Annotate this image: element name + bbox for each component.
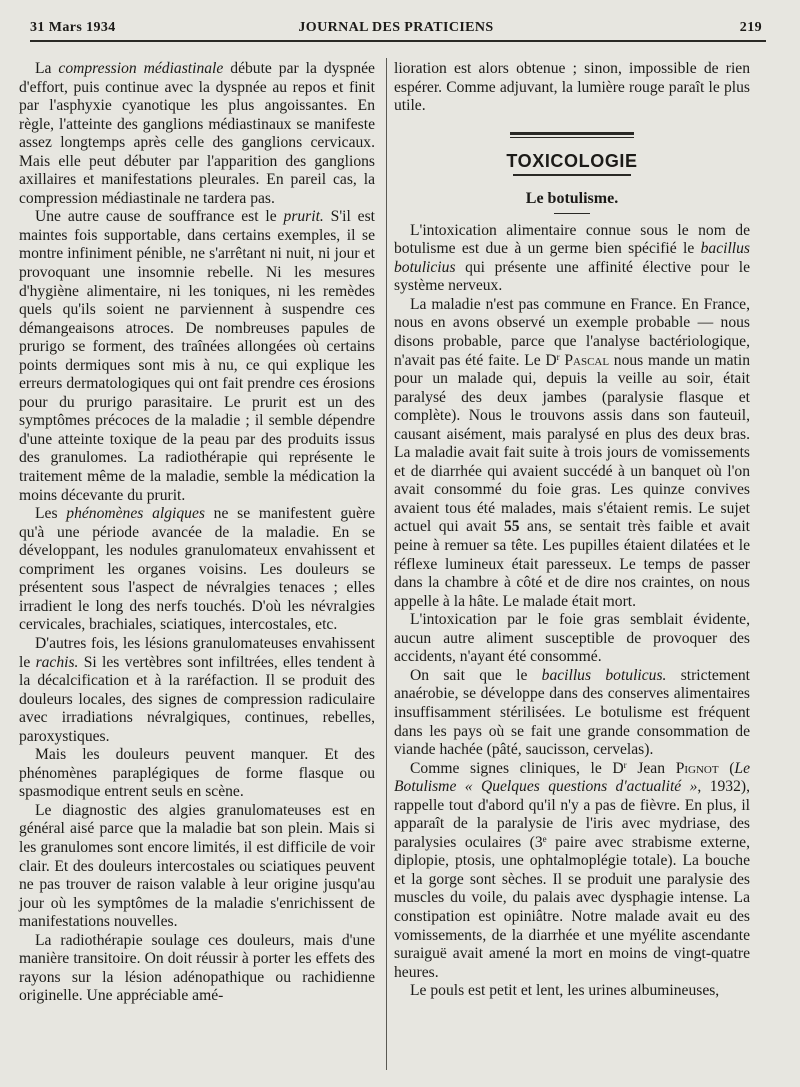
text-run: Le diagnostic des algies granulomateuses est en général aisé parce que la maladie bat son plein. Mais si les granulomes sont encore limités, il est difficile de voir clair. Et des douleurs intercostales ou sciatiques peuvent ne pas trouver de raison valable à leur origine jusqu'au jour où les symptômes de la maladie s'enrichissent de manifestations nouvelles. (19, 801, 375, 931)
text-run: Le pouls est petit et lent, les urines albumineuses, (410, 982, 720, 1000)
text-run: L'intoxication alimentaire connue sous le nom de botulisme est due à un germe bien spécifié le (394, 221, 750, 258)
paragraph (394, 296, 750, 611)
section-title: TOXICOLOGIE (506, 150, 638, 171)
text-run: Une autre cause de souffrance est le (35, 208, 284, 226)
article-title: Le botulisme. (525, 190, 619, 208)
continuation-text: lioration est alors obtenue ; sinon, impossible de rien espérer. Comme adjuvant, la lumière rouge paraît le plus utile. (394, 60, 750, 115)
text-run: La (35, 60, 59, 77)
paragraph (19, 746, 375, 802)
running-header (30, 18, 762, 40)
text-run: ( (718, 759, 735, 777)
paragraph (19, 505, 375, 635)
column-separator (386, 58, 387, 1070)
text-run: qui présente une affinité élective pour le système nerveux. (394, 258, 750, 295)
left-column (19, 60, 375, 1006)
text-run: On sait que le (410, 666, 542, 684)
article-body (394, 222, 750, 1001)
paragraph (19, 802, 375, 932)
paragraph (19, 208, 375, 505)
italic-text: bacillus botulicius (394, 240, 750, 276)
small-caps-name: Pignot (675, 759, 719, 777)
italic-text: compression médiastinale (58, 60, 224, 77)
superscript: e (542, 833, 547, 844)
italic-text: prurit. (283, 208, 324, 226)
small-caps-name: Pascal (564, 351, 610, 369)
paragraph (394, 760, 750, 983)
text-run: paire avec strabisme externe, diplopie, ptosis, une ophtalmoplégie totale). La bouche et la gorge sont sèches. Il se produit une paralysie des muscles du voile, du palais avec dysphagie intense. La constipation est opiniâtre. Notre malade avait eu des vomissements, de la diarrhée et une myélite ascendante suraiguë avait amené la mort en moins de vingt-quatre heures. (394, 833, 750, 981)
header-page-number: 219 (739, 20, 762, 35)
paragraph (19, 635, 375, 746)
header-journal-title: JOURNAL DES PRATICIENS (298, 20, 494, 35)
text-run: L'intoxication par le foie gras semblait évidente, aucun autre aliment susceptible de provoquer des accidents, n'ayant été consommé. (394, 611, 750, 666)
superscript: r (556, 351, 560, 362)
italic-text: phénomènes algiques (66, 505, 205, 523)
text-run: , 1932), rappelle tout d'abord qu'il n'y a pas de fièvre. En plus, il apparaît de la paralysie de l'iris avec mydriase, des paralysies oculaires (3 (394, 778, 750, 851)
text-run: La radiothérapie soulage ces douleurs, mais d'une manière transitoire. On doit réussir à porter les effets des rayons sur la lésion adénopathique ou rachidienne originelle. Une appréciable amé- (19, 931, 375, 1005)
paragraph (19, 60, 375, 208)
text-run: ne se manifestent guère qu'à une période avancée de la maladie. En se développant, les nodules granulomateux envahissent et compriment les organes voisins. Les douleurs se présentent sous l'aspect de névralgies tenaces ; elles irradient le long des nerfs touchés. D'où les névralgies cervicales, brachiales, sciatiques, intercostales, etc. (19, 505, 375, 634)
section-divider-thin (510, 137, 634, 138)
italic-text: bacillus botulicus. (541, 666, 667, 684)
text-run: Jean (626, 759, 676, 777)
section-divider (510, 132, 634, 135)
right-column (394, 60, 750, 1001)
text-run: Si les vertèbres sont infiltrées, elles tendent à la décalcification et à la raréfaction. Il se produit des douleurs locales, des signes de compression radiculaire avec irradiations névralgiques, continues, rebelles, paroxystiques. (19, 653, 376, 745)
text-run: Mais les douleurs peuvent manquer. Et des phénomènes paraplégiques de forme flasque ou spasmodique entrent seuls en scène. (19, 746, 375, 801)
section-title-underline (513, 174, 631, 176)
text-run: nous mande un matin pour un malade qui, depuis la veille au soir, était paralysé des deux jambes (paralysie flasque et complète). Nous le trouvons assis dans son fauteuil, causant aisément, mais paralysé en plus des deux bras. La maladie avait fait suite à trois jours de vomissements et de diarrhée qui avaient succédé à un banquet où l'on avait consommé du foie gras. Les quinze convives avaient tous été malades, mais s'étaient remis. Le sujet actuel qui avait (394, 351, 750, 536)
text-run: Les (35, 505, 67, 523)
header-rule (30, 40, 766, 42)
paragraph (394, 611, 750, 667)
italic-text: Le Botulisme « Quelques questions d'actualité » (394, 759, 751, 796)
italic-text: rachis. (35, 653, 79, 671)
text-run: S'il est maintes fois supportable, dans certains exemples, il se montre infiniment pénible, ne s'arrêtant ni nuit, ni jour et provoquant une insomnie rebelle. Ni les mesures d'hygiène alimentaire, ni les toniques, ni les remèdes quels qu'ils soient ne parviennent à suspendre ces démangeaisons atroces. De nombreuses papules de prurigo se forment, des traînées allongées où certains points dermiques sont mis à nu, ce qui explique les erreurs dermatologiques qui ont fait prendre ces érosions pour du prurigo parasitaire. Le prurit est un des symptômes précoces de la maladie ; il semble dépendre d'une atteinte toxique de la peau par des produits issus des granulomes. La radiothérapie qui représente le traitement même de la maladie, semble la médication la moins décevante du prurit. (19, 208, 375, 504)
header-date: 31 Mars 1934 (30, 20, 116, 35)
text-run: Comme signes cliniques, le D (410, 759, 624, 777)
text-run: ans, se sentait très faible et avait peine à remuer sa tête. Les pupilles étaient dilatées et le réflexe lumineux était paresseux. Le temps de passer dans la chambre à côté et de dire nos craintes, on nous appelle à la hâte. Le malade était mort. (394, 518, 750, 610)
paragraph (394, 222, 750, 296)
text-run: débute par la dyspnée d'effort, puis continue avec la dyspnée au repos et finit par l'asphyxie cyanotique les plus angoissantes. En règle, l'atteinte des ganglions médiastinaux se manifeste assez longtemps après celle des ganglions cervicaux. Mais elle peut débuter par l'apparition des ganglions axillaires et manifestations pleurales. En pareil cas, la compression médiastinale ne tardera pas. (19, 60, 375, 207)
superscript: r (623, 759, 627, 770)
text-run: La maladie n'est pas commune en France. En France, nous en avons observé un exemple probable — nous disons probable, parce que l'analyse bactériologique, n'avait pas été faite. Le D (394, 295, 750, 369)
text-run: strictement anaérobie, se développe dans des conserves alimentaires insuffisamment stérilisées. Le botulisme est fréquent dans les pays où se fait une grande consommation de viande hachée (pâté, saucisson, cervelas). (394, 666, 750, 759)
paragraph (19, 932, 375, 1006)
text-run: 55 (503, 518, 520, 536)
paragraph (394, 982, 750, 1001)
text-run: D'autres fois, les lésions granulomateuses envahissent le (19, 634, 375, 671)
article-title-underline (554, 213, 590, 214)
paragraph (394, 667, 750, 760)
